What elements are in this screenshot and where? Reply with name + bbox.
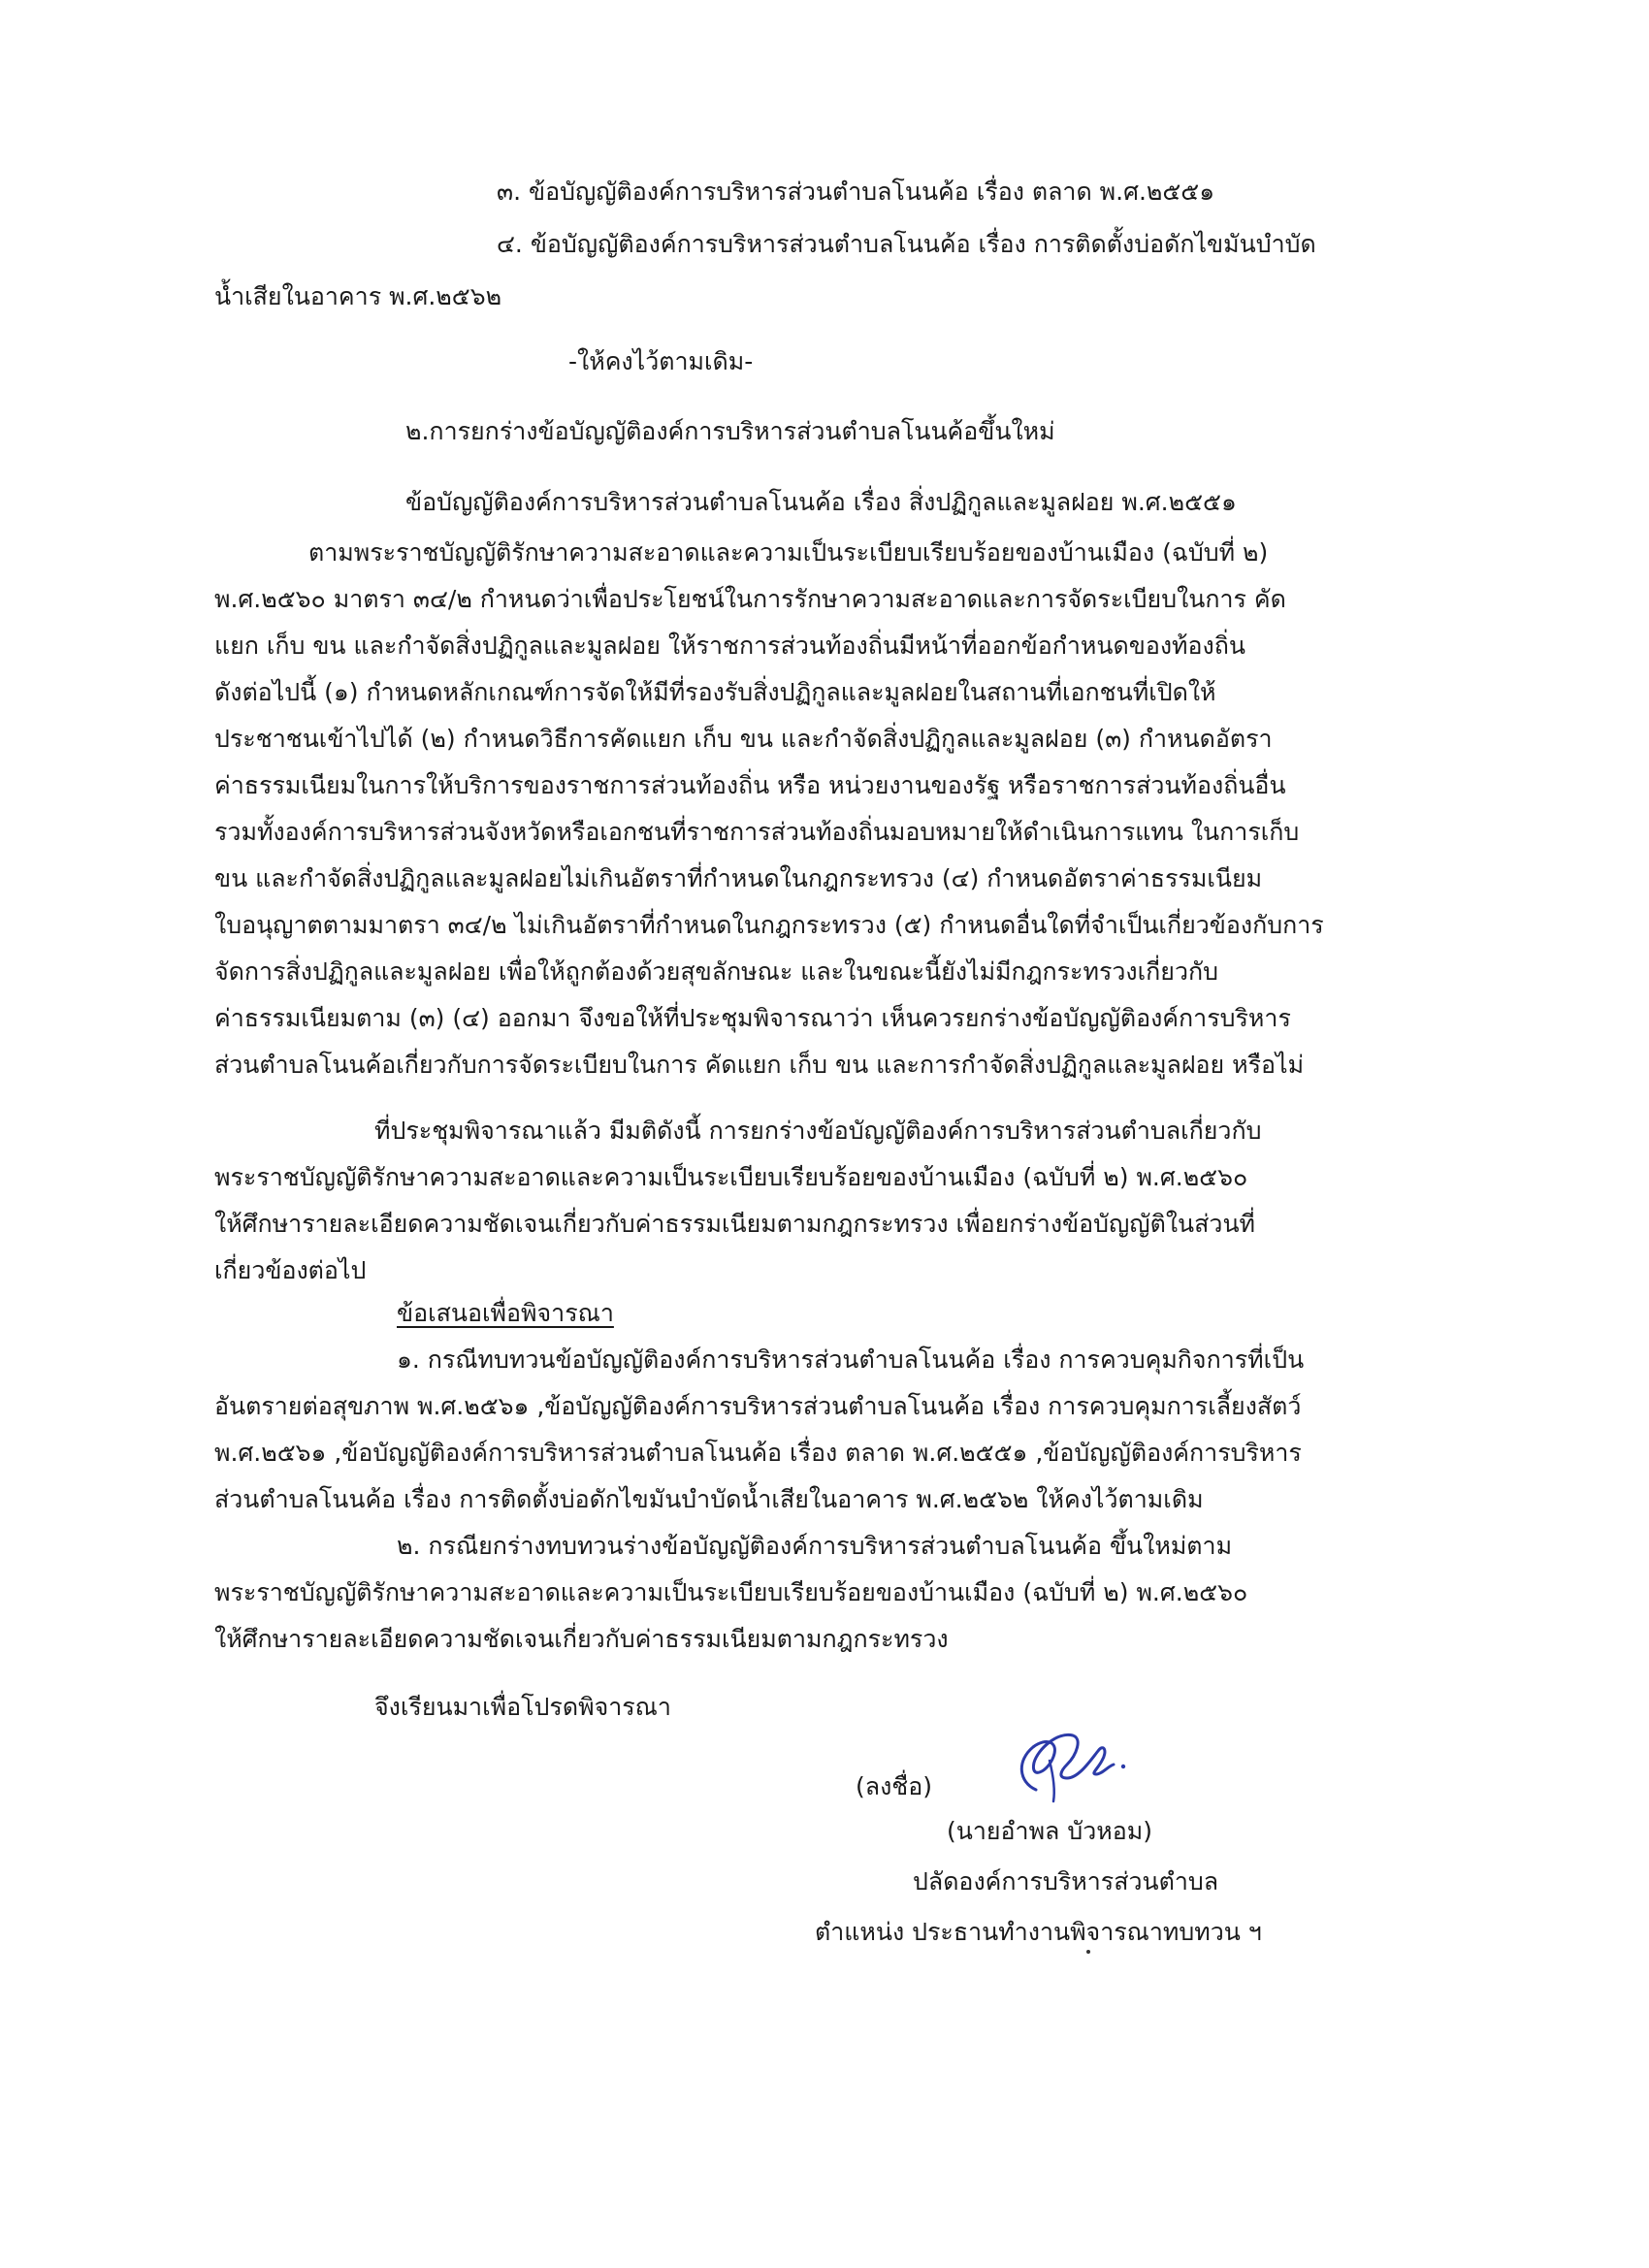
signer-title: ปลัดองค์การบริหารส่วนตำบล: [913, 1867, 1219, 1895]
stray-mark: [1086, 1950, 1090, 1954]
subject-line: ข้อบัญญัติองค์การบริหารส่วนตำบลโนนค้อ เรื่อง สิ่งปฏิกูลและมูลฝอย พ.ศ.๒๕๕๑: [405, 488, 1237, 516]
resolution-line-4: เกี่ยวข้องต่อไป: [214, 1256, 367, 1284]
proposal1-line-2: อันตรายต่อสุขภาพ พ.ศ.๒๕๖๑ ,ข้อบัญญัติองค์การบริหารส่วนตำบลโนนค้อ เรื่อง การควบคุมการเลี้ยงสัตว์: [214, 1392, 1302, 1420]
list-item-4-line2: น้ำเสียในอาคาร พ.ศ.๒๕๖๒: [214, 282, 502, 310]
proposal2-line-1: ๒. กรณียกร่างทบทวนร่างข้อบัญญัติองค์การบริหารส่วนตำบลโนนค้อ ขึ้นใหม่ตาม: [397, 1532, 1233, 1560]
signer-position: ตำแหน่ง ประธานทำงานพิจารณาทบทวน ฯ: [815, 1918, 1262, 1946]
body-line-5: ประชาชนเข้าไปได้ (๒) กำหนดวิธีการคัดแยก เก็บ ขน และกำจัดสิ่งปฏิกูลและมูลฝอย (๓) กำหนดอัตรา: [214, 725, 1273, 753]
proposal1-line-3: พ.ศ.๒๕๖๑ ,ข้อบัญญัติองค์การบริหารส่วนตำบลโนนค้อ เรื่อง ตลาด พ.ศ.๒๕๕๑ ,ข้อบัญญัติองค์การบริหาร: [214, 1439, 1302, 1467]
keep-note: -ให้คงไว้ตามเดิม-: [568, 347, 754, 375]
body-line-4: ดังต่อไปนี้ (๑) กำหนดหลักเกณฑ์การจัดให้มีที่รองรับสิ่งปฏิกูลและมูลฝอยในสถานที่เอกชนที่เปิดให้: [214, 678, 1216, 706]
body-line-12: ส่วนตำบลโนนค้อเกี่ยวกับการจัดระเบียบในการ คัดแยก เก็บ ขน และการกำจัดสิ่งปฏิกูลและมูลฝอย หรือไม่: [214, 1051, 1305, 1079]
handwritten-signature: [989, 1722, 1135, 1804]
resolution-line-2: พระราชบัญญัติรักษาความสะอาดและความเป็นระเบียบเรียบร้อยของบ้านเมือง (ฉบับที่ ๒) พ.ศ.๒๕๖๐: [214, 1163, 1248, 1191]
proposal2-line-2: พระราชบัญญัติรักษาความสะอาดและความเป็นระเบียบเรียบร้อยของบ้านเมือง (ฉบับที่ ๒) พ.ศ.๒๕๖๐: [214, 1578, 1248, 1606]
body-line-8: ขน และกำจัดสิ่งปฏิกูลและมูลฝอยไม่เกินอัตราที่กำหนดในกฎกระทรวง (๔) กำหนดอัตราค่าธรรมเนียม: [214, 864, 1263, 892]
proposal1-line-4: ส่วนตำบลโนนค้อ เรื่อง การติดตั้งบ่อดักไขมันบำบัดน้ำเสียในอาคาร พ.ศ.๒๕๖๒ ให้คงไว้ตามเดิม: [214, 1485, 1204, 1513]
list-item-4-line1: ๔. ข้อบัญญัติองค์การบริหารส่วนตำบลโนนค้อ เรื่อง การติดตั้งบ่อดักไขมันบำบัด: [497, 230, 1316, 258]
sign-label: (ลงชื่อ): [856, 1772, 933, 1800]
proposal2-line-3: ให้ศึกษารายละเอียดความชัดเจนเกี่ยวกับค่าธรรมเนียมตามกฎกระทรวง: [214, 1625, 949, 1653]
body-line-7: รวมทั้งองค์การบริหารส่วนจังหวัดหรือเอกชนที่ราชการส่วนท้องถิ่นมอบหมายให้ดำเนินการแทน ในการเก็บ: [214, 818, 1300, 846]
body-line-1: ตามพระราชบัญญัติรักษาความสะอาดและความเป็นระเบียบเรียบร้อยของบ้านเมือง (ฉบับที่ ๒): [308, 538, 1269, 567]
signer-name: (นายอำพล บัวหอม): [947, 1817, 1152, 1845]
body-line-11: ค่าธรรมเนียมตาม (๓) (๔) ออกมา จึงขอให้ที่ประชุมพิจารณาว่า เห็นควรยกร่างข้อบัญญัติองค์การบริหาร: [214, 1004, 1291, 1032]
body-line-9: ใบอนุญาตตามมาตรา ๓๔/๒ ไม่เกินอัตราที่กำหนดในกฎกระทรวง (๕) กำหนดอื่นใดที่จำเป็นเกี่ยวข้องกับการ: [214, 911, 1324, 939]
section2-heading: ๒.การยกร่างข้อบัญญัติองค์การบริหารส่วนตำบลโนนค้อขึ้นใหม่: [405, 417, 1055, 445]
proposal1-line-1: ๑. กรณีทบทวนข้อบัญญัติองค์การบริหารส่วนตำบลโนนค้อ เรื่อง การควบคุมกิจการที่เป็น: [397, 1345, 1305, 1374]
list-item-3: ๓. ข้อบัญญัติองค์การบริหารส่วนตำบลโนนค้อ เรื่อง ตลาด พ.ศ.๒๕๕๑: [497, 178, 1215, 206]
closing-line: จึงเรียนมาเพื่อโปรดพิจารณา: [374, 1693, 671, 1721]
body-line-6: ค่าธรรมเนียมในการให้บริการของราชการส่วนท้องถิ่น หรือ หน่วยงานของรัฐ หรือราชการส่วนท้องถิ่นอื่น: [214, 771, 1286, 799]
resolution-line-3: ให้ศึกษารายละเอียดความชัดเจนเกี่ยวกับค่าธรรมเนียมตามกฎกระทรวง เพื่อยกร่างข้อบัญญัติในส่วนที่: [214, 1210, 1256, 1238]
body-line-3: แยก เก็บ ขน และกำจัดสิ่งปฏิกูลและมูลฝอย ให้ราชการส่วนท้องถิ่นมีหน้าที่ออกข้อกำหนดของท้องถิ่น: [214, 632, 1245, 660]
body-line-10: จัดการสิ่งปฏิกูลและมูลฝอย เพื่อให้ถูกต้องด้วยสุขลักษณะ และในขณะนี้ยังไม่มีกฎกระทรวงเกี่ยวกับ: [214, 957, 1218, 986]
resolution-line-1: ที่ประชุมพิจารณาแล้ว มีมติดังนี้ การยกร่างข้อบัญญัติองค์การบริหารส่วนตำบลเกี่ยวกับ: [374, 1117, 1262, 1145]
proposal-heading: ข้อเสนอเพื่อพิจารณา: [397, 1299, 614, 1327]
body-line-2: พ.ศ.๒๕๖๐ มาตรา ๓๔/๒ กำหนดว่าเพื่อประโยชน์ในการรักษาความสะอาดและการจัดระเบียบในการ คัด: [214, 585, 1286, 613]
